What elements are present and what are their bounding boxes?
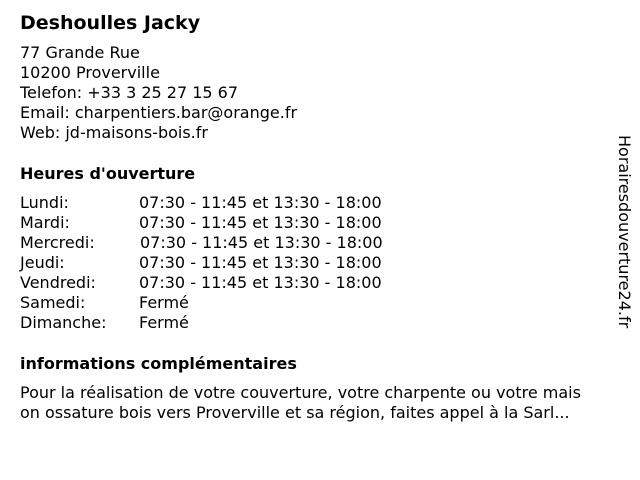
info-line: on ossature bois vers Proverville et sa région, faites appel à la Sarl... <box>20 403 570 422</box>
street-address: 77 Grande Rue <box>20 43 140 62</box>
email-address[interactable]: Email: charpentiers.bar@orange.fr <box>20 103 298 122</box>
time-value: 07:30 - 11:45 et 13:30 - 18:00 <box>139 253 382 272</box>
website-link[interactable]: Web: jd-maisons-bois.fr <box>20 123 208 142</box>
hours-row-thursday <box>20 253 440 273</box>
day-label: Lundi: <box>20 193 69 212</box>
hours-table <box>20 193 440 333</box>
hours-row-wednesday <box>20 233 440 253</box>
city-address: 10200 Proverville <box>20 63 160 82</box>
hours-row-monday <box>20 193 440 213</box>
day-label: Dimanche: <box>20 313 107 332</box>
hours-row-friday <box>20 273 440 293</box>
time-value: Fermé <box>139 313 189 332</box>
day-label: Vendredi: <box>20 273 96 292</box>
brand-watermark: Horairesdouverture24.fr <box>615 135 634 329</box>
time-value: 07:30 - 11:45 et 13:30 - 18:00 <box>140 233 383 252</box>
contact-block <box>20 43 297 143</box>
time-value: 07:30 - 11:45 et 13:30 - 18:00 <box>139 213 382 232</box>
time-value: 07:30 - 11:45 et 13:30 - 18:00 <box>139 193 382 212</box>
info-description <box>20 383 624 423</box>
hours-heading: Heures d'ouverture <box>20 164 196 183</box>
info-line: Pour la réalisation de votre couverture, votre charpente ou votre mais <box>20 383 581 402</box>
time-value: 07:30 - 11:45 et 13:30 - 18:00 <box>139 273 382 292</box>
hours-row-sunday <box>20 313 440 333</box>
hours-row-tuesday <box>20 213 440 233</box>
day-label: Samedi: <box>20 293 86 312</box>
day-label: Mardi: <box>20 213 70 232</box>
business-name: Deshoulles Jacky <box>20 12 201 34</box>
info-heading: informations complémentaires <box>20 354 297 373</box>
time-value: Fermé <box>139 293 189 312</box>
hours-row-saturday <box>20 293 440 313</box>
day-label: Mercredi: <box>20 233 95 252</box>
phone-number[interactable]: Telefon: +33 3 25 27 15 67 <box>20 83 239 102</box>
day-label: Jeudi: <box>20 253 65 272</box>
